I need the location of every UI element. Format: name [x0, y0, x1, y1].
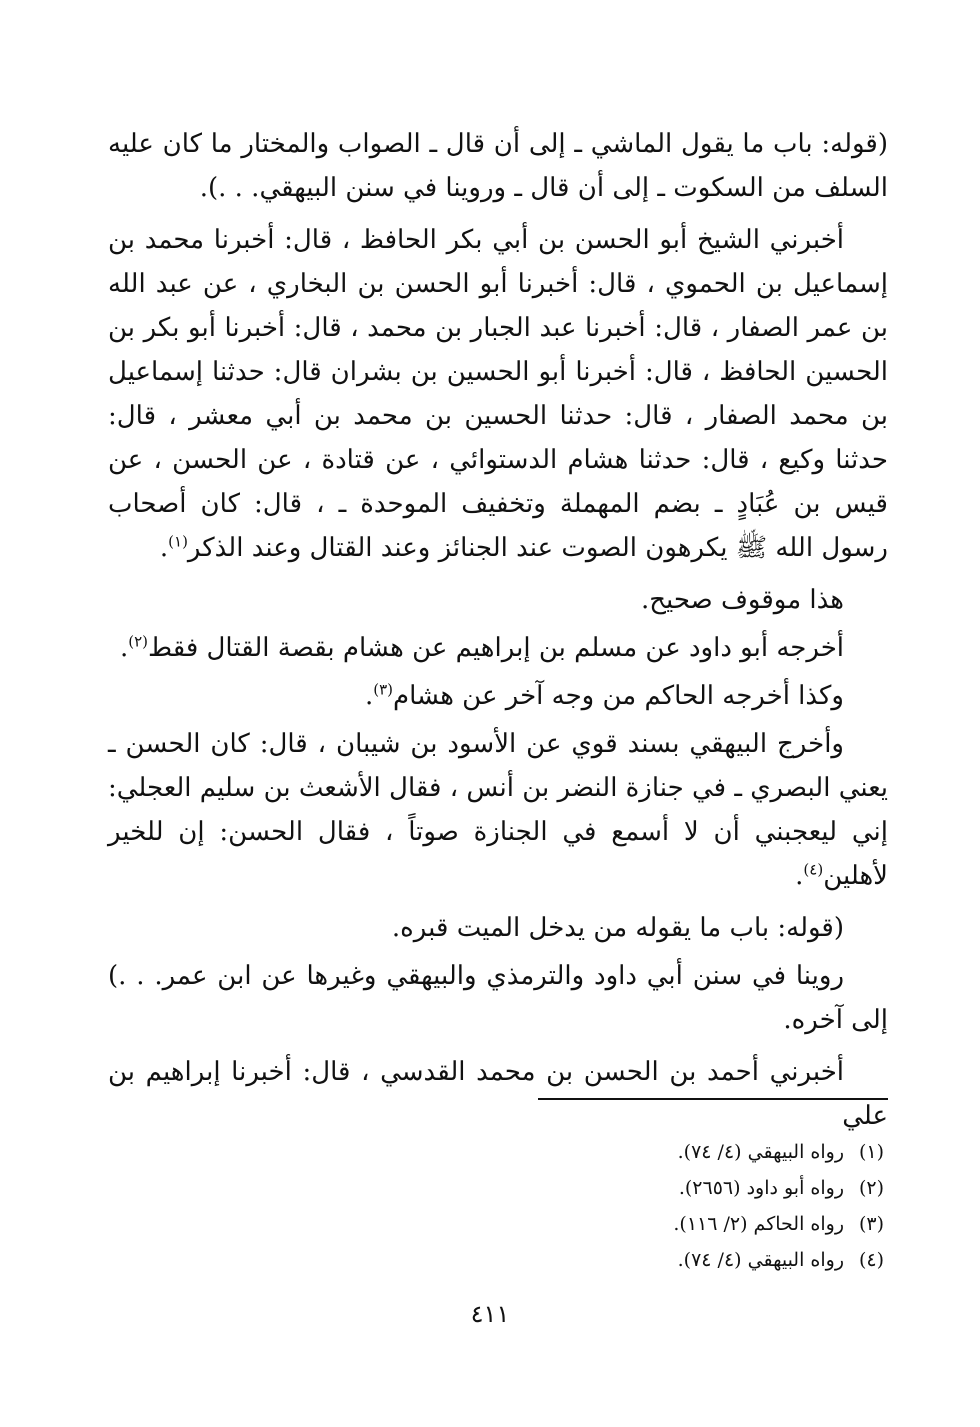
paragraph-text: وأخرج البيهقي بسند قوي عن الأسود بن شيبان ، قال: كان الحسن ـ يعني البصري ـ في جنازة النضر بن أنس ، فقال الأشعث بن سليم العجلي: إني ليعجبني أن لا أسمع في الجنازة صوتاً ، فقال الحسن: إن للخير لأهلين [108, 729, 888, 891]
paragraph-tail: . [795, 861, 804, 891]
paragraph-text: (قوله: باب ما يقوله من يدخل الميت قبره. [391, 913, 844, 943]
paragraph-text: هذا موقوف صحيح. [640, 585, 844, 615]
paragraph-tail: . [364, 681, 374, 711]
footnote-text: رواه البيهقي (٤/ ٧٤). [677, 1141, 844, 1163]
paragraph-isnad-1 [108, 218, 888, 570]
page-body [108, 122, 888, 1146]
paragraph-quote-2 [108, 906, 888, 950]
footnote-text: رواه الحاكم (٢/ ١١٦). [673, 1213, 844, 1235]
paragraph-text: وكذا أخرجه الحاكم من وجه آخر عن هشام [392, 681, 844, 711]
footnote-divider [538, 1098, 888, 1100]
footnote-ref[interactable]: (٢) [128, 632, 149, 651]
paragraph-verdict [108, 578, 888, 622]
page-number: ٤١١ [470, 1300, 510, 1328]
footnote-text: رواه أبو داود (٢٦٥٦). [678, 1177, 844, 1199]
paragraph-text: أخبرني الشيخ أبو الحسن بن أبي بكر الحافظ ، قال: أخبرنا محمد بن إسماعيل بن الحموي ، قال: أخبرنا أبو الحسن بن البخاري ، عن عبد الله بن عمر الصفار ، قال: أخبرنا عبد الجبار بن محمد ، قال: أخبرنا أبو بكر بن الحسين الحافظ ، قال: أخبرنا أبو الحسين بن بشران قال: حدثنا إسماعيل بن محمد الصفار ، قال: حدثنا الحسين بن محمد بن أبي معشر ، قال: حدثنا وكيع ، قال: حدثنا هشام الدستوائي ، عن قتادة ، عن الحسن ، عن قيس بن عُبَادٍ ـ بضم المهملة وتخفيف الموحدة ـ ، قال: كان أصحاب رسول الله ﷺ يكرهون الصوت عند الجنائز وعند القتال وعند الذكر [108, 225, 888, 563]
footnote-item [108, 1242, 888, 1278]
paragraph-tail: . [119, 633, 129, 663]
footnote-ref[interactable]: (٤) [803, 860, 824, 879]
paragraph-text: أخرجه أبو داود عن مسلم بن إبراهيم عن هشام بقصة القتال فقط [148, 633, 844, 663]
paragraph-abu-dawud [108, 626, 888, 670]
paragraph-text: (قوله: باب ما يقول الماشي ـ إلى أن قال ـ الصواب والمختار ما كان عليه السلف من السكوت ـ إلى أن قال ـ وروينا في سنن البيهقي. . .). [108, 129, 889, 203]
footnote-number: (٢) [858, 1177, 884, 1199]
paragraph-quote-1 [108, 122, 888, 210]
paragraph-riwaya [108, 954, 888, 1042]
paragraph-bayhaqi [108, 722, 888, 898]
footnote-number: (١) [858, 1141, 884, 1163]
footnote-item [108, 1134, 888, 1170]
footnote-ref[interactable]: (٣) [373, 680, 393, 699]
footnote-item [108, 1206, 888, 1242]
footnote-number: (٤) [858, 1249, 884, 1271]
paragraph-text: أخبرني أحمد بن الحسن بن محمد القدسي ، قال: أخبرنا إبراهيم بن علي [108, 1057, 888, 1131]
footnote-ref[interactable]: (١) [168, 532, 188, 551]
paragraph-hakim [108, 674, 888, 718]
footnote-number: (٣) [858, 1213, 884, 1235]
footnotes [108, 1098, 888, 1278]
footnote-item [108, 1170, 888, 1206]
footnote-text: رواه البيهقي (٤/ ٧٤). [677, 1249, 844, 1271]
paragraph-text: روينا في سنن أبي داود والترمذي والبيهقي وغيرها عن ابن عمر. . .) إلى آخره. [108, 961, 888, 1035]
paragraph-tail: . [159, 533, 169, 563]
